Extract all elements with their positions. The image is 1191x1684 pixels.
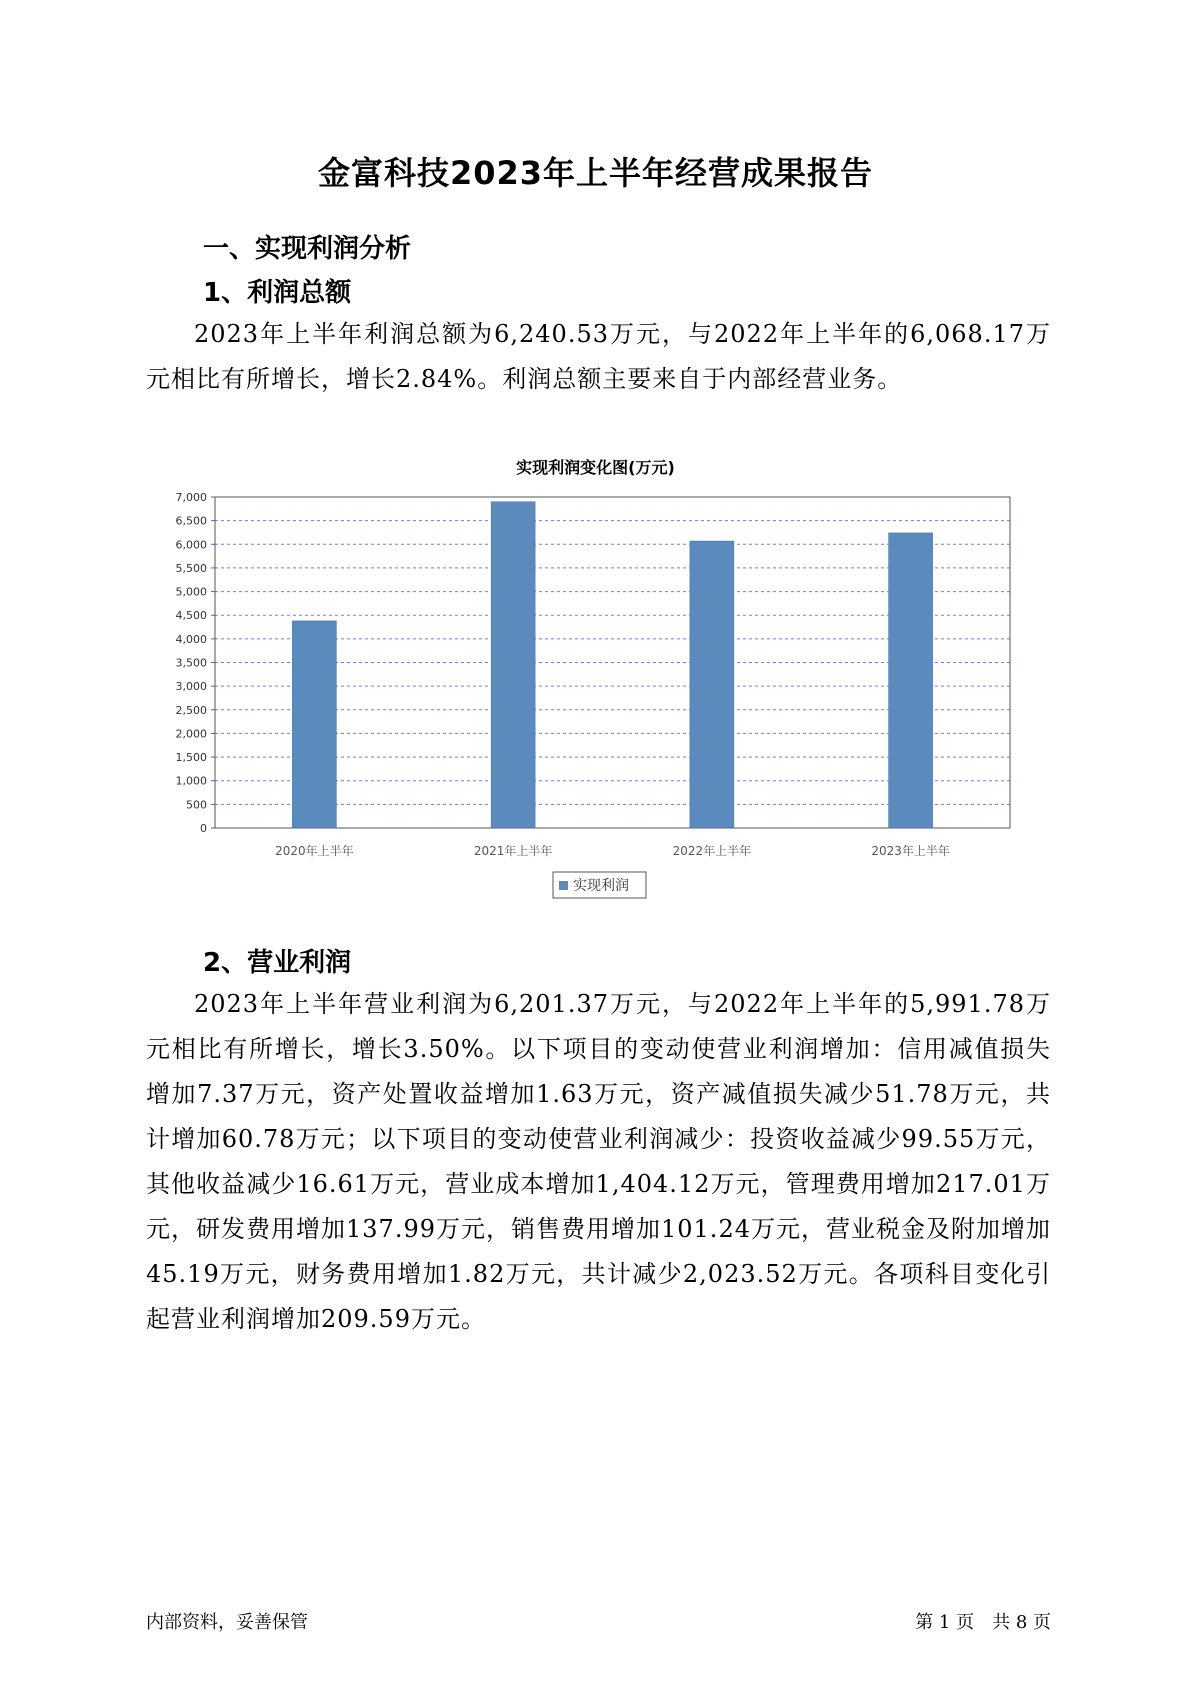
x-tick-label: 2023年上半年	[871, 844, 950, 858]
y-tick-label: 6,000	[175, 538, 207, 552]
bar-2	[491, 502, 535, 828]
legend-swatch	[559, 881, 568, 890]
y-tick-label: 3,500	[175, 656, 207, 670]
y-tick-label: 4,000	[175, 632, 207, 646]
footer-confidential-note: 内部资料，妥善保管	[146, 1612, 308, 1633]
y-tick-label: 6,500	[175, 514, 207, 528]
x-tick-label: 2020年上半年	[275, 844, 354, 858]
footer-page-number: 第 1 页 共 8 页	[915, 1612, 1051, 1633]
paragraph-total-profit: 2023年上半年利润总额为6,240.53万元，与2022年上半年的6,068.17万元相比有所增长，增长2.84%。利润总额主要来自于内部经营业务。	[146, 320, 1051, 393]
y-tick-label: 1,000	[175, 774, 207, 788]
paragraph-operating-profit: 2023年上半年营业利润为6,201.37万元，与2022年上半年的5,991.78万元相比有所增长，增长3.50%。以下项目的变动使营业利润增加：信用减值损失增加7.37万元，资产处置收益增加1.63万元，资产减值损失减少51.78万元，共计增加60.78万元；以下项目的变动使营业利润减少：投资收益减少99.55万元，其他收益减少16.61万元，营业成本增加1,404.12万元，管理费用增加217.01万元，研发费用增加137.99万元，销售费用增加101.24万元，营业税金及附加增加45.19万元，财务费用增加1.82万元，共计减少2,023.52万元。各项科目变化引起营业利润增加209.59万元。	[146, 990, 1051, 1333]
x-tick-label: 2021年上半年	[473, 844, 553, 858]
subsection-heading-total-profit: 1、利润总额	[203, 278, 352, 308]
y-tick-label: 0	[200, 822, 207, 835]
legend-label: 实现利润	[573, 878, 629, 894]
chart-title: 实现利润变化图(万元)	[516, 458, 675, 477]
section-heading-profit-analysis: 一、实现利润分析	[203, 234, 412, 264]
subsection-heading-operating-profit: 2、营业利润	[203, 948, 352, 978]
bar-4	[889, 533, 933, 828]
bar-1	[292, 621, 336, 828]
bar-3	[690, 541, 734, 828]
y-tick-label: 3,000	[175, 680, 207, 694]
y-tick-label: 5,000	[175, 585, 207, 599]
y-tick-label: 2,000	[175, 727, 207, 741]
x-tick-label: 2022年上半年	[672, 844, 752, 858]
y-tick-label: 1,500	[175, 751, 207, 765]
y-tick-label: 2,500	[175, 703, 207, 717]
y-tick-label: 5,500	[175, 561, 207, 575]
y-tick-label: 500	[186, 798, 207, 812]
page-title: 金富科技2023年上半年经营成果报告	[317, 154, 874, 192]
y-tick-label: 7,000	[175, 491, 207, 504]
y-tick-label: 4,500	[175, 609, 207, 623]
